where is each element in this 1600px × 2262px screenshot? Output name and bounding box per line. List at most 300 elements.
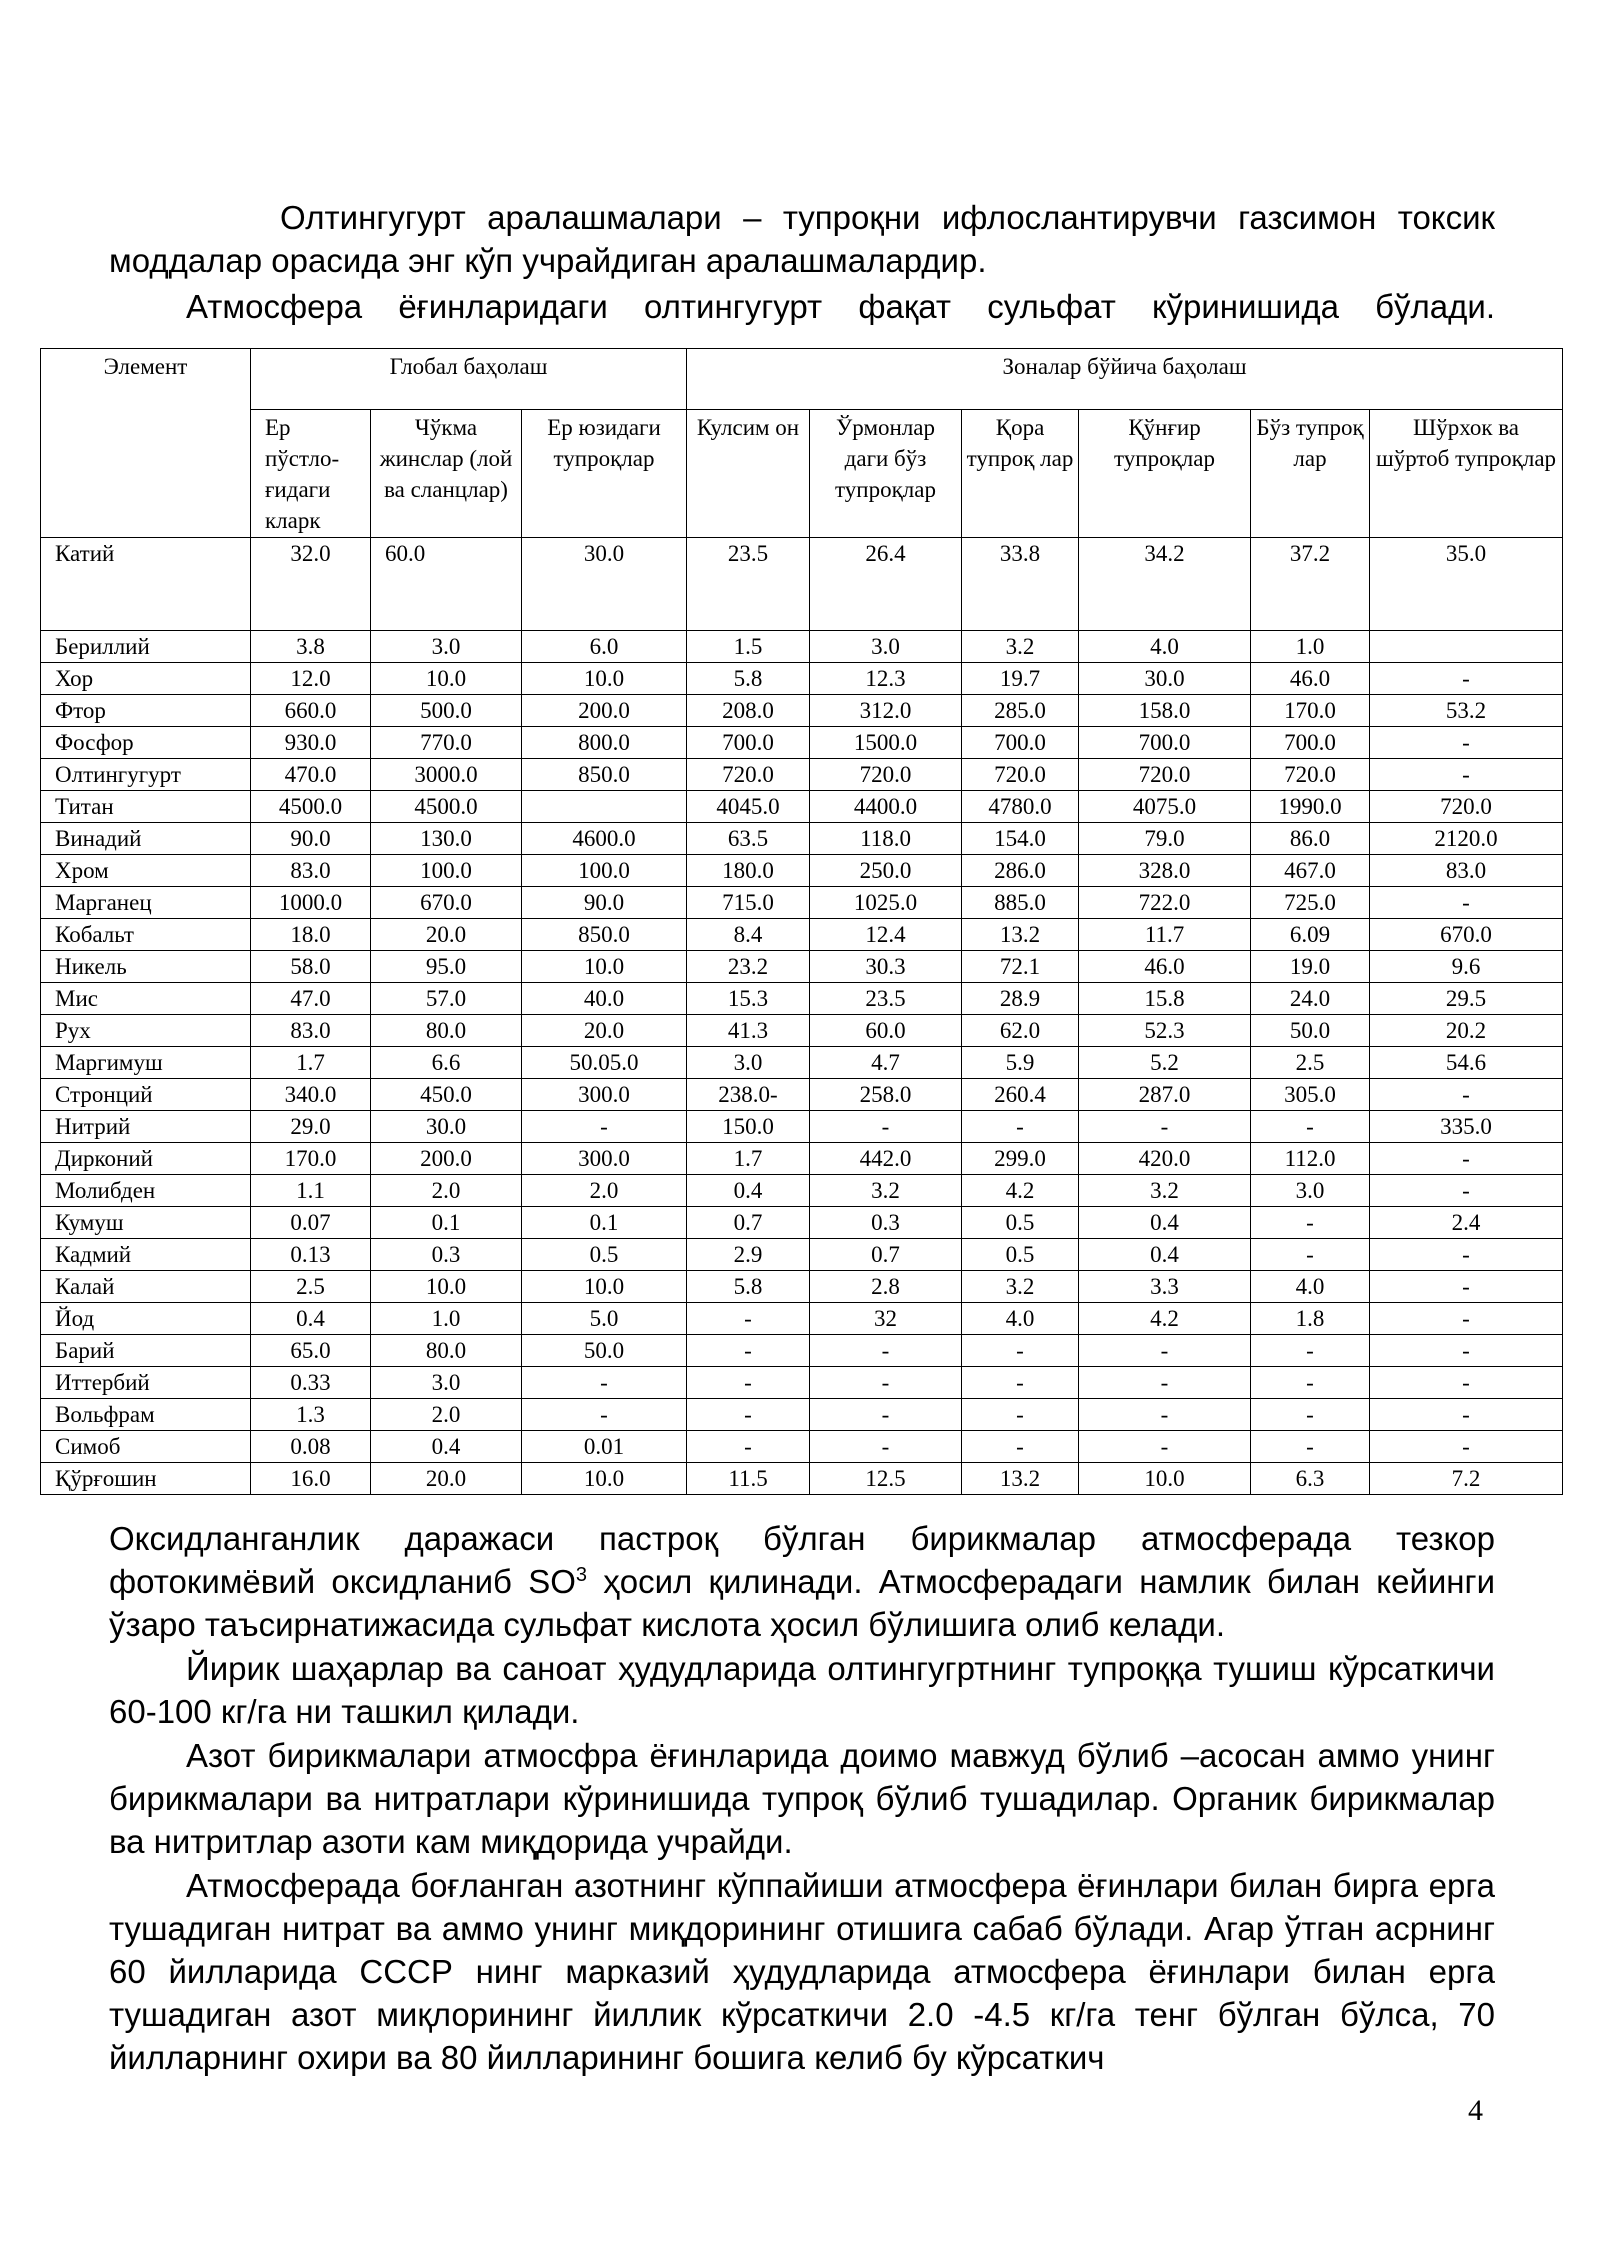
value-cell: - (687, 1335, 810, 1367)
value-cell: 10.0 (371, 1271, 522, 1303)
value-cell: 4500.0 (371, 791, 522, 823)
value-cell: 5.9 (962, 1047, 1079, 1079)
value-cell: 8.4 (687, 919, 810, 951)
value-cell: 258.0 (810, 1079, 962, 1111)
value-cell: - (962, 1431, 1079, 1463)
element-name-cell: Стронций (41, 1079, 251, 1111)
value-cell: 450.0 (371, 1079, 522, 1111)
value-cell: 19.7 (962, 663, 1079, 695)
header-podzol: Кулсим он (687, 410, 810, 538)
value-cell: 11.7 (1079, 919, 1251, 951)
value-cell: - (1370, 887, 1563, 919)
value-cell: 0.4 (1079, 1207, 1251, 1239)
table-row (41, 983, 1563, 1015)
element-name-cell: Молибден (41, 1175, 251, 1207)
value-cell: 40.0 (522, 983, 687, 1015)
header-saline-soils: Шўрхок ва шўртоб тупроқлар (1370, 410, 1563, 538)
value-cell: - (1370, 1239, 1563, 1271)
value-cell: 1025.0 (810, 887, 962, 919)
value-cell (522, 791, 687, 823)
value-cell: 32.0 (251, 538, 371, 631)
value-cell: 180.0 (687, 855, 810, 887)
value-cell: 670.0 (371, 887, 522, 919)
value-cell: 200.0 (522, 695, 687, 727)
value-cell: 0.3 (810, 1207, 962, 1239)
value-cell: 150.0 (687, 1111, 810, 1143)
value-cell: 10.0 (522, 663, 687, 695)
table-row (41, 1303, 1563, 1335)
value-cell: - (687, 1303, 810, 1335)
value-cell: 80.0 (371, 1015, 522, 1047)
value-cell: 3.2 (810, 1175, 962, 1207)
value-cell: - (1370, 1335, 1563, 1367)
value-cell: 720.0 (962, 759, 1079, 791)
value-cell: 3.3 (1079, 1271, 1251, 1303)
value-cell: 4.2 (1079, 1303, 1251, 1335)
value-cell: 0.08 (251, 1431, 371, 1463)
element-name-cell: Марганец (41, 887, 251, 919)
value-cell: 158.0 (1079, 695, 1251, 727)
value-cell: 90.0 (251, 823, 371, 855)
value-cell: 63.5 (687, 823, 810, 855)
paragraph-oxidation (109, 1517, 1495, 1646)
value-cell: - (522, 1111, 687, 1143)
header-forest-grey-soils: Ўрмонлар даги бўз тупроқлар (810, 410, 962, 538)
value-cell: - (1370, 1399, 1563, 1431)
table-row (41, 887, 1563, 919)
element-name-cell: Симоб (41, 1431, 251, 1463)
value-cell: 12.4 (810, 919, 962, 951)
value-cell: 19.0 (1251, 951, 1370, 983)
value-cell: 4075.0 (1079, 791, 1251, 823)
value-cell: - (1370, 663, 1563, 695)
value-cell: - (1079, 1111, 1251, 1143)
value-cell: 5.8 (687, 663, 810, 695)
value-cell: 12.5 (810, 1463, 962, 1495)
value-cell: 34.2 (1079, 538, 1251, 631)
table-row (41, 1079, 1563, 1111)
table-row (41, 1111, 1563, 1143)
element-name-cell: Мис (41, 983, 251, 1015)
value-cell: 65.0 (251, 1335, 371, 1367)
table-row (41, 1143, 1563, 1175)
value-cell: 0.13 (251, 1239, 371, 1271)
element-name-cell: Қўрғошин (41, 1463, 251, 1495)
value-cell: 0.4 (251, 1303, 371, 1335)
value-cell: - (1079, 1431, 1251, 1463)
table-row (41, 1399, 1563, 1431)
value-cell: 23.5 (687, 538, 810, 631)
value-cell: - (1251, 1431, 1370, 1463)
value-cell: 5.0 (522, 1303, 687, 1335)
value-cell: 850.0 (522, 759, 687, 791)
value-cell: 30.0 (371, 1111, 522, 1143)
value-cell: - (1079, 1399, 1251, 1431)
value-cell: - (810, 1111, 962, 1143)
element-name-cell: Хром (41, 855, 251, 887)
value-cell: 0.5 (522, 1239, 687, 1271)
value-cell: 5.2 (1079, 1047, 1251, 1079)
header-brown-soils: Қўнғир тупроқлар (1079, 410, 1251, 538)
value-cell: 800.0 (522, 727, 687, 759)
value-cell: 23.5 (810, 983, 962, 1015)
value-cell: - (1370, 1079, 1563, 1111)
value-cell: - (687, 1367, 810, 1399)
paragraph-text: Атмосферада боғланган азотнинг кўппайиши атмосфера ёғинлари билан бирга ерга тушадиган нитрат ва аммо унинг миқдорининг отишига сабаб бўлади. Агар ўтган асрнинг 60 йилларида СССР нинг марказий ҳудудларида атмосфера ёғинлари билан ерга тушадиган азот миқлорининг йиллик кўрсаткичи 2.0 -4.5 кг/га тенг бўлган бўлса, 70 йилларнинг охири ва 80 йилларининг бошига келиб бу кўрсаткич (109, 1867, 1495, 2076)
table-row (41, 823, 1563, 855)
header-grey-soils: Бўз тупроқ лар (1251, 410, 1370, 538)
table-row (41, 759, 1563, 791)
value-cell: 18.0 (251, 919, 371, 951)
value-cell: 3000.0 (371, 759, 522, 791)
value-cell: 3.2 (962, 1271, 1079, 1303)
value-cell: 10.0 (522, 951, 687, 983)
value-cell: 1.1 (251, 1175, 371, 1207)
element-name-cell: Никель (41, 951, 251, 983)
element-name-cell: Дирконий (41, 1143, 251, 1175)
value-cell: 57.0 (371, 983, 522, 1015)
value-cell: 6.6 (371, 1047, 522, 1079)
value-cell: 1500.0 (810, 727, 962, 759)
table-row (41, 727, 1563, 759)
value-cell: 4045.0 (687, 791, 810, 823)
value-cell: 46.0 (1079, 951, 1251, 983)
value-cell: 2.0 (522, 1175, 687, 1207)
value-cell: 3.0 (810, 631, 962, 663)
value-cell: 4500.0 (251, 791, 371, 823)
value-cell: 0.5 (962, 1239, 1079, 1271)
value-cell: 33.8 (962, 538, 1079, 631)
value-cell: 7.2 (1370, 1463, 1563, 1495)
value-cell: 3.0 (1251, 1175, 1370, 1207)
value-cell: 112.0 (1251, 1143, 1370, 1175)
value-cell: 100.0 (371, 855, 522, 887)
value-cell: 1990.0 (1251, 791, 1370, 823)
value-cell: 83.0 (251, 855, 371, 887)
value-cell: - (1370, 1303, 1563, 1335)
value-cell: - (810, 1399, 962, 1431)
value-cell: 2.5 (1251, 1047, 1370, 1079)
value-cell: 700.0 (1251, 727, 1370, 759)
value-cell: 1.0 (371, 1303, 522, 1335)
value-cell: 170.0 (1251, 695, 1370, 727)
value-cell: 2.0 (371, 1399, 522, 1431)
value-cell: 2120.0 (1370, 823, 1563, 855)
value-cell: 4780.0 (962, 791, 1079, 823)
value-cell: 0.1 (522, 1207, 687, 1239)
value-cell: 442.0 (810, 1143, 962, 1175)
paragraph-text: Оксидланганлик даражаси пастроқ бўлган бирикмалар атмосферада тезкор фотокимёвий оксидланиб SO (109, 1520, 1495, 1600)
value-cell: 2.8 (810, 1271, 962, 1303)
element-name-cell: Нитрий (41, 1111, 251, 1143)
value-cell: 3.0 (371, 631, 522, 663)
table-row (41, 1047, 1563, 1079)
header-element: Элемент (41, 349, 251, 538)
value-cell: 720.0 (1251, 759, 1370, 791)
paragraph-text-cont: ҳосил қилинади. Атмосферадаги намлик билан кейинги ўзаро таъсирнатижасида сульфат кислота ҳосил бўлишига олиб келади. (109, 1563, 1496, 1643)
header-global-assessment: Глобал баҳолаш (251, 349, 687, 410)
element-name-cell: Кумуш (41, 1207, 251, 1239)
value-cell: - (1079, 1367, 1251, 1399)
value-cell: 50.0 (1251, 1015, 1370, 1047)
value-cell: 13.2 (962, 919, 1079, 951)
value-cell: 60.0 (371, 538, 522, 631)
value-cell: 1.8 (1251, 1303, 1370, 1335)
element-name-cell: Бериллий (41, 631, 251, 663)
value-cell: 32 (810, 1303, 962, 1335)
element-content-table (40, 348, 1563, 1495)
value-cell: 5.8 (687, 1271, 810, 1303)
value-cell: 0.4 (1079, 1239, 1251, 1271)
value-cell: 16.0 (251, 1463, 371, 1495)
value-cell: 29.5 (1370, 983, 1563, 1015)
value-cell: 260.4 (962, 1079, 1079, 1111)
value-cell: 1000.0 (251, 887, 371, 919)
table-row (41, 1015, 1563, 1047)
value-cell: 0.3 (371, 1239, 522, 1271)
value-cell: 4.0 (1079, 631, 1251, 663)
value-cell: 720.0 (810, 759, 962, 791)
paragraph-nitrogen (109, 1734, 1495, 1863)
value-cell: 500.0 (371, 695, 522, 727)
value-cell: 312.0 (810, 695, 962, 727)
element-name-cell: Титан (41, 791, 251, 823)
table-row (41, 1175, 1563, 1207)
value-cell: 335.0 (1370, 1111, 1563, 1143)
value-cell: 100.0 (522, 855, 687, 887)
value-cell: 41.3 (687, 1015, 810, 1047)
value-cell: - (522, 1399, 687, 1431)
value-cell: 80.0 (371, 1335, 522, 1367)
value-cell: 328.0 (1079, 855, 1251, 887)
value-cell: 850.0 (522, 919, 687, 951)
value-cell: 26.4 (810, 538, 962, 631)
value-cell: 13.2 (962, 1463, 1079, 1495)
value-cell: 10.0 (522, 1271, 687, 1303)
table-row (41, 631, 1563, 663)
value-cell: 700.0 (687, 727, 810, 759)
table-row (41, 1367, 1563, 1399)
value-cell: 83.0 (1370, 855, 1563, 887)
table-body (41, 538, 1563, 1495)
element-name-cell: Вольфрам (41, 1399, 251, 1431)
value-cell: 170.0 (251, 1143, 371, 1175)
value-cell: 286.0 (962, 855, 1079, 887)
value-cell: - (962, 1111, 1079, 1143)
value-cell: - (1370, 1271, 1563, 1303)
value-cell: 54.6 (1370, 1047, 1563, 1079)
value-cell: 420.0 (1079, 1143, 1251, 1175)
value-cell: 6.0 (522, 631, 687, 663)
value-cell: 4.2 (962, 1175, 1079, 1207)
value-cell: - (962, 1335, 1079, 1367)
element-name-cell: Рух (41, 1015, 251, 1047)
paragraph-nitrogen-increase (109, 1864, 1495, 2079)
value-cell: 770.0 (371, 727, 522, 759)
value-cell: 30.0 (522, 538, 687, 631)
value-cell: 72.1 (962, 951, 1079, 983)
value-cell: 208.0 (687, 695, 810, 727)
value-cell: 10.0 (1079, 1463, 1251, 1495)
paragraph-text: Йирик шаҳарлар ва саноат ҳудудларида олтингугртнинг тупроққа тушиш кўрсаткичи 60-100 кг/га ни ташкил қилади. (109, 1650, 1495, 1730)
value-cell: 720.0 (687, 759, 810, 791)
value-cell: 58.0 (251, 951, 371, 983)
value-cell: 60.0 (810, 1015, 962, 1047)
paragraph-text: Атмосфера ёғинларидаги олтингугурт фақат сульфат кўринишида бўлади. (186, 288, 1495, 325)
value-cell: 12.0 (251, 663, 371, 695)
value-cell: 0.7 (687, 1207, 810, 1239)
paragraph-cities (109, 1647, 1495, 1733)
value-cell: 722.0 (1079, 887, 1251, 919)
value-cell: 285.0 (962, 695, 1079, 727)
value-cell: 1.7 (251, 1047, 371, 1079)
value-cell: 238.0- (687, 1079, 810, 1111)
value-cell: 1.0 (1251, 631, 1370, 663)
value-cell: 0.07 (251, 1207, 371, 1239)
value-cell: 300.0 (522, 1143, 687, 1175)
element-name-cell: Фосфор (41, 727, 251, 759)
element-name-cell: Маргимуш (41, 1047, 251, 1079)
value-cell: - (1370, 1175, 1563, 1207)
element-name-cell: Калай (41, 1271, 251, 1303)
value-cell: 715.0 (687, 887, 810, 919)
value-cell: 3.0 (687, 1047, 810, 1079)
value-cell: 299.0 (962, 1143, 1079, 1175)
paragraph-sulfate-form (109, 285, 1495, 328)
value-cell: 62.0 (962, 1015, 1079, 1047)
value-cell: 95.0 (371, 951, 522, 983)
value-cell: - (1251, 1239, 1370, 1271)
value-cell: 305.0 (1251, 1079, 1370, 1111)
value-cell: 4.0 (1251, 1271, 1370, 1303)
header-surface-soils: Ер юзидаги тупроқлар (522, 410, 687, 538)
value-cell: 340.0 (251, 1079, 371, 1111)
value-cell: 29.0 (251, 1111, 371, 1143)
value-cell: 700.0 (1079, 727, 1251, 759)
value-cell: - (962, 1367, 1079, 1399)
value-cell: 30.0 (1079, 663, 1251, 695)
value-cell: 2.9 (687, 1239, 810, 1271)
value-cell: - (687, 1399, 810, 1431)
table-row (41, 791, 1563, 823)
element-name-cell: Хор (41, 663, 251, 695)
value-cell: 2.4 (1370, 1207, 1563, 1239)
value-cell: - (1370, 1431, 1563, 1463)
value-cell: 3.8 (251, 631, 371, 663)
value-cell: 37.2 (1251, 538, 1370, 631)
value-cell: 3.2 (1079, 1175, 1251, 1207)
value-cell: 0.4 (371, 1431, 522, 1463)
value-cell: 15.3 (687, 983, 810, 1015)
value-cell: 0.33 (251, 1367, 371, 1399)
value-cell: - (810, 1431, 962, 1463)
value-cell: - (1370, 759, 1563, 791)
value-cell: 10.0 (371, 663, 522, 695)
table-row (41, 951, 1563, 983)
element-name-cell: Катий (41, 538, 251, 631)
value-cell: 154.0 (962, 823, 1079, 855)
value-cell: 30.3 (810, 951, 962, 983)
value-cell: 118.0 (810, 823, 962, 855)
element-name-cell: Фтор (41, 695, 251, 727)
value-cell (1370, 631, 1563, 663)
value-cell: - (1370, 1143, 1563, 1175)
value-cell: 52.3 (1079, 1015, 1251, 1047)
paragraph-sulfur-intro (109, 196, 1495, 282)
value-cell: 47.0 (251, 983, 371, 1015)
header-chernozem: Қора тупроқ лар (962, 410, 1079, 538)
value-cell: 1.3 (251, 1399, 371, 1431)
value-cell: 3.2 (962, 631, 1079, 663)
value-cell: 720.0 (1079, 759, 1251, 791)
value-cell: 287.0 (1079, 1079, 1251, 1111)
value-cell: - (687, 1431, 810, 1463)
value-cell: 470.0 (251, 759, 371, 791)
value-cell: 4.0 (962, 1303, 1079, 1335)
value-cell: 86.0 (1251, 823, 1370, 855)
value-cell: 130.0 (371, 823, 522, 855)
value-cell: 23.2 (687, 951, 810, 983)
value-cell: - (810, 1335, 962, 1367)
value-cell: - (1370, 727, 1563, 759)
table-row (41, 538, 1563, 631)
value-cell: 28.9 (962, 983, 1079, 1015)
table-row (41, 1335, 1563, 1367)
paragraph-text: Азот бирикмалари атмосфра ёғинларида доимо мавжуд бўлиб –асосан аммо унинг бирикмалари ва нитратлари кўринишида тупроқ бўлиб тушадилар. Органик бирикмалар ва нитритлар азоти кам миқдорида учрайди. (109, 1737, 1495, 1860)
element-name-cell: Кадмий (41, 1239, 251, 1271)
table-row (41, 919, 1563, 951)
header-sedimentary-rocks: Чўкма жинслар (лой ва сланцлар) (371, 410, 522, 538)
value-cell: 79.0 (1079, 823, 1251, 855)
value-cell: - (1251, 1335, 1370, 1367)
value-cell: 720.0 (1370, 791, 1563, 823)
table-row (41, 855, 1563, 887)
value-cell: 0.01 (522, 1431, 687, 1463)
value-cell: 4400.0 (810, 791, 962, 823)
value-cell: 660.0 (251, 695, 371, 727)
value-cell: 2.0 (371, 1175, 522, 1207)
value-cell: 35.0 (1370, 538, 1563, 631)
table-row (41, 1239, 1563, 1271)
value-cell: - (810, 1367, 962, 1399)
value-cell: 6.09 (1251, 919, 1370, 951)
value-cell: 467.0 (1251, 855, 1370, 887)
value-cell: 200.0 (371, 1143, 522, 1175)
value-cell: 50.05.0 (522, 1047, 687, 1079)
table-row (41, 663, 1563, 695)
value-cell: 15.8 (1079, 983, 1251, 1015)
value-cell: 9.6 (1370, 951, 1563, 983)
value-cell: - (1251, 1399, 1370, 1431)
value-cell: 90.0 (522, 887, 687, 919)
value-cell: 83.0 (251, 1015, 371, 1047)
value-cell: 46.0 (1251, 663, 1370, 695)
value-cell: 1.5 (687, 631, 810, 663)
value-cell: 0.7 (810, 1239, 962, 1271)
value-cell: 50.0 (522, 1335, 687, 1367)
element-name-cell: Йод (41, 1303, 251, 1335)
element-name-cell: Кобальт (41, 919, 251, 951)
value-cell: - (962, 1399, 1079, 1431)
element-name-cell: Барий (41, 1335, 251, 1367)
value-cell: 300.0 (522, 1079, 687, 1111)
value-cell: 0.1 (371, 1207, 522, 1239)
value-cell: 20.2 (1370, 1015, 1563, 1047)
table-row (41, 1271, 1563, 1303)
value-cell: - (522, 1367, 687, 1399)
value-cell: 670.0 (1370, 919, 1563, 951)
value-cell: 53.2 (1370, 695, 1563, 727)
